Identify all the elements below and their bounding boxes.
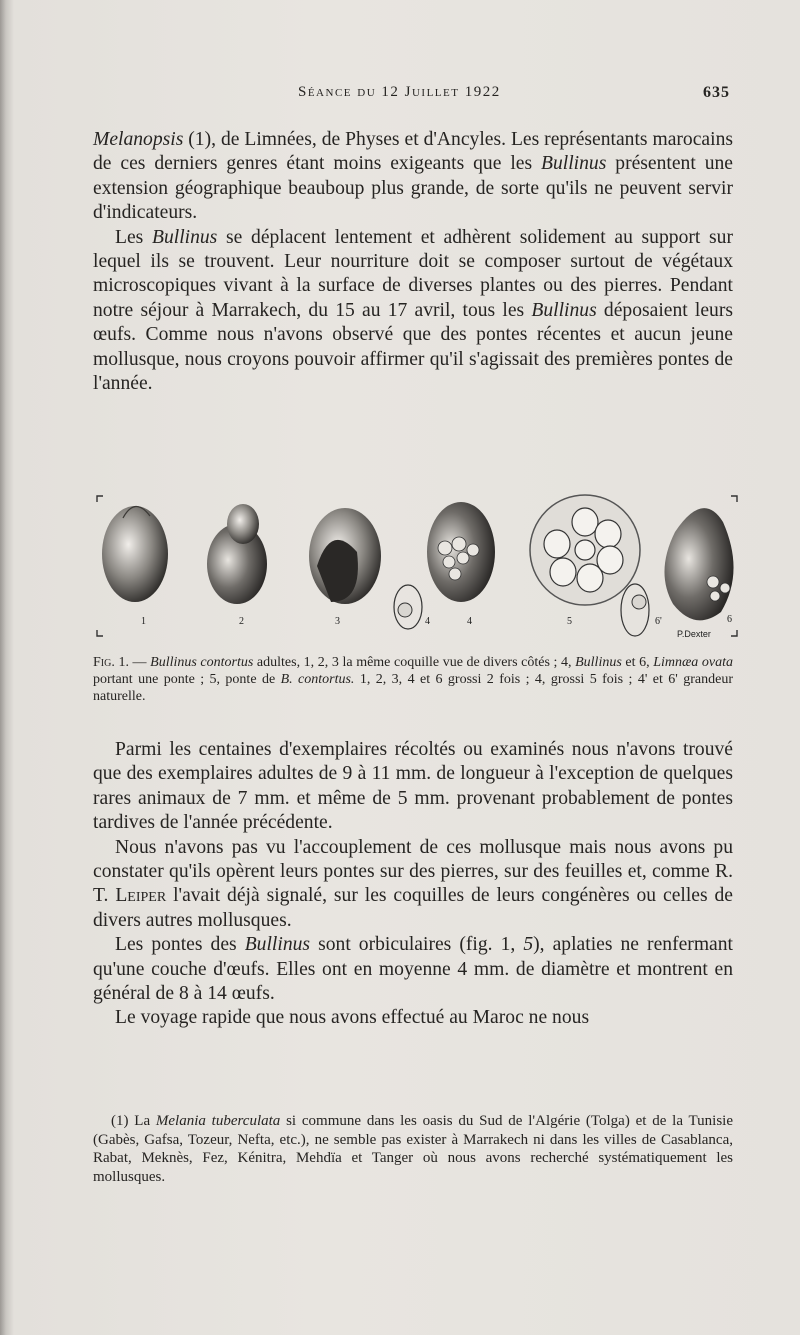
page-number: 635 <box>703 84 730 101</box>
paragraph-bullinus-behaviour <box>93 226 733 397</box>
text-run: si commune dans les oasis du Sud de l'Algérie (Tolga) et de la Tunisie (Gabès, Gafsa, Tozeur, Nefta, etc.), ne semble pas exister à Marrakech ni dans les villes de Casablanca, Rabat, Meknès, Fez, Kénitra, Mehdïa et Tanger où nous avons recherché systématiquement les mollusques. <box>93 1113 733 1185</box>
paragraph-adult-sizes <box>93 738 733 836</box>
text-run: Leiper <box>115 885 167 907</box>
figure-caption <box>93 654 733 705</box>
text-run: B. contortus. <box>280 672 355 687</box>
text-run: Le voyage rapide que nous avons effectué au Maroc ne nous <box>115 1007 590 1029</box>
text-run: Les <box>115 226 152 248</box>
text-run: Melania tuberculata <box>155 1113 281 1129</box>
text-run: Limnæa ovata <box>653 655 734 670</box>
figure-label-6-prime: 6' <box>655 616 662 627</box>
text-run: sont orbiculaires (fig. 1, <box>310 934 524 956</box>
text-run: Bullinus contortus <box>150 655 254 670</box>
figure-label-5: 5 <box>567 616 572 627</box>
figure-label-4-small: 4 <box>425 616 430 627</box>
text-run: présentent une extension géographique beauboup plus grande, de sorte qu'ils ne peuvent servir d'indicateurs. <box>93 153 733 224</box>
text-run: Bullinus <box>531 299 597 321</box>
text-run: adultes, 1, 2, 3 la même coquille vue de divers côtés ; 4, <box>253 655 576 670</box>
text-run: 1, 2, 3, 4 et 6 grossi 2 fois ; 4, grossi 5 fois ; 4' et 6' grandeur naturelle. <box>93 672 733 704</box>
text-run: déposaient leurs œufs. Comme nous n'avons observé que des pontes récentes et aucun jeune mollusque, nous croyons pouvoir affirmer qu'il s'agissait des premières pontes de l'année. <box>93 299 733 395</box>
figure-label-4: 4 <box>467 616 472 627</box>
figure-label-2: 2 <box>239 616 244 627</box>
text-run: se déplacent lentement et adhèrent solidement au support sur lequel ils se trouvent. Leur nourriture doit se composer surtout de végétaux microscopiques vivant à la surface de diverses plantes ou des pierres. Pendant notre séjour à Marrakech, du 15 au 17 avril, tous les <box>93 226 733 321</box>
shell-4-with-eggs <box>427 502 495 602</box>
text-run: Melanopsis <box>93 129 184 150</box>
text-run: Bullinus <box>541 153 607 175</box>
figure-signature: P.Dexter <box>677 629 711 639</box>
text-run: Bullinus <box>244 934 311 956</box>
paragraph-pontes <box>93 836 733 934</box>
page-header <box>0 84 800 108</box>
paragraph-voyage <box>93 1006 733 1030</box>
text-run: (1) La <box>111 1113 156 1129</box>
body-text-top <box>93 128 733 396</box>
shell-3 <box>309 508 381 604</box>
text-run: portant une ponte ; 5, ponte de <box>93 672 281 687</box>
text-run: et 6, <box>621 655 654 670</box>
text-run: Parmi les centaines d'exemplaires récoltés ou examinés nous n'avons trouvé que des exemplaires adultes de 9 à 11 mm. de longueur à l'exception de quelques rares animaux de 7 mm. et même de 5 mm. provenant probablement de pontes tardives de l'année précédente. <box>93 739 733 834</box>
text-run: (1), de Limnées, de Physes et d'Ancyles. Les représentants marocains de ces derniers genres étant moins exigeants que les <box>93 129 733 175</box>
shell-1 <box>102 506 168 602</box>
text-run: Fig. 1. <box>93 655 129 670</box>
figure-label-1: 1 <box>141 616 146 627</box>
text-run: Bullinus <box>151 226 218 248</box>
footnote-melania <box>93 1112 733 1186</box>
text-run: l'avait déjà signalé, sur les coquilles de leurs congénères ou celles de divers autres mollusques. <box>93 885 734 931</box>
paragraph-melanopsis <box>93 128 733 226</box>
egg-mass-small-4-prime <box>394 585 422 629</box>
running-title: Séance du 12 Juillet 1922 <box>298 84 501 100</box>
egg-mass-small-6-prime <box>621 584 649 636</box>
figure-label-6: 6 <box>727 614 732 625</box>
shell-2 <box>207 504 267 604</box>
figure-bullinus-shells <box>95 492 740 647</box>
text-run: Les pontes des <box>115 934 245 956</box>
shell-6-limnaea <box>664 508 733 620</box>
text-run: — <box>128 655 151 670</box>
text-run: Nous n'avons pas vu l'accouplement de ces mollusque mais nous avons pu constater qu'ils opèrent leurs pontes sur des pierres, sur des feuilles et, comme R. T. <box>93 836 733 907</box>
text-run: Bullinus <box>575 655 622 670</box>
egg-mass-5 <box>530 495 640 605</box>
figure-label-3: 3 <box>335 616 340 627</box>
paragraph-orbiculaires <box>93 933 733 1006</box>
text-run: ), aplaties ne renfermant qu'une couche d'œufs. Elles ont en moyenne 4 mm. de diamètre et montrent en général de 8 à 14 œufs. <box>93 934 733 1005</box>
text-run: 5 <box>523 934 534 956</box>
body-text-bottom <box>93 738 733 1031</box>
